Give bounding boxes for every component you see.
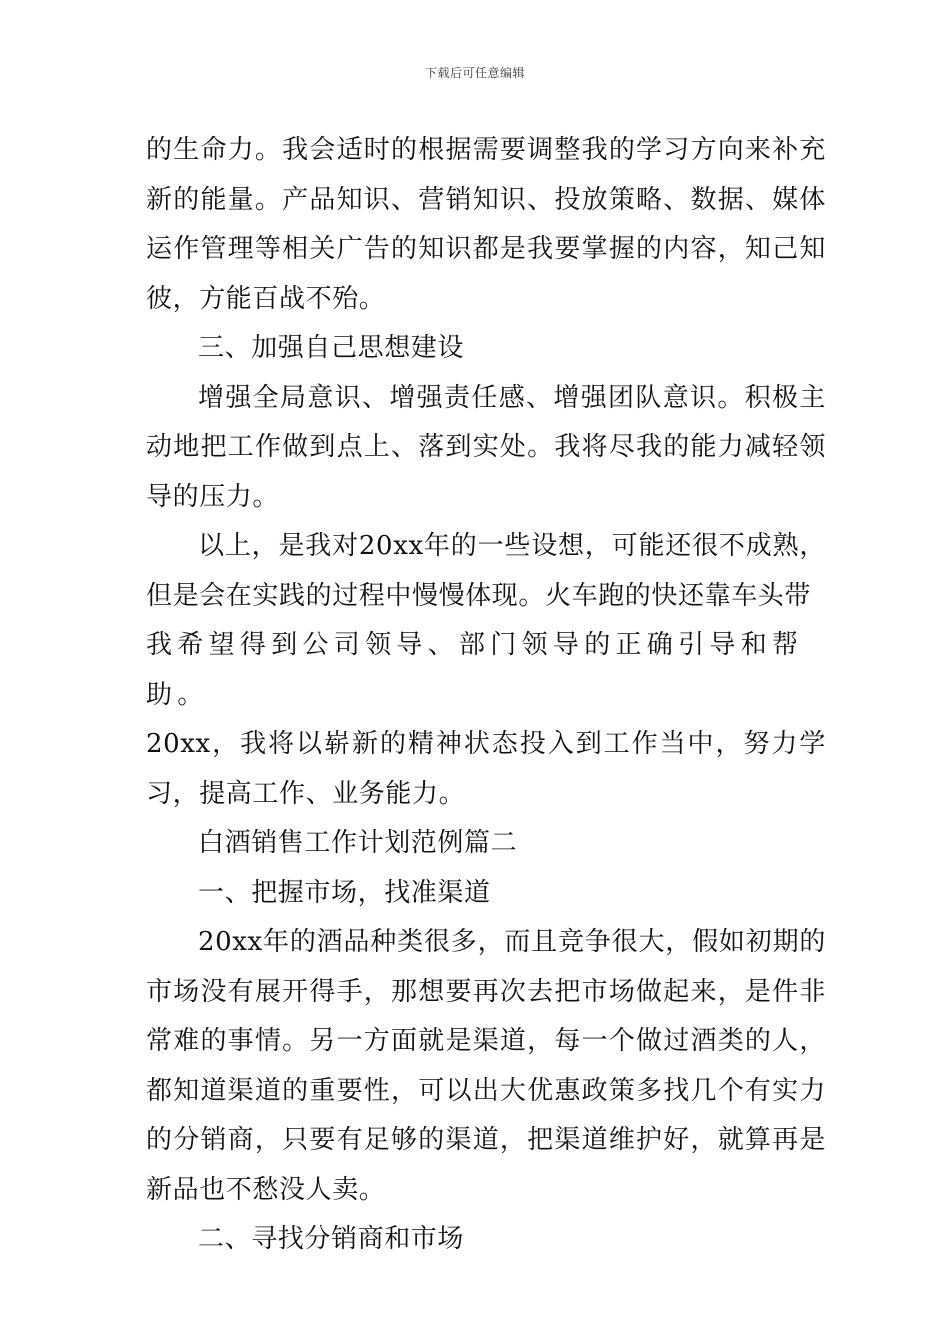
paragraph-closing: 20xx，我将以崭新的精神状态投入到工作当中，努力学习，提高工作、业务能力。	[146, 729, 826, 809]
paragraph-continued: 的生命力。我会适时的根据需要调整我的学习方向来补充新的能量。产品知识、营销知识、投放策略、数据、媒体运作管理等相关广告的知识都是我要掌握的内容，知己知彼，方能百战不殆。	[146, 135, 826, 314]
article-title-2: 白酒销售工作计划范例篇二	[198, 828, 518, 858]
paragraph-summary: 以上，是我对20xx年的一些设想，可能还很不成熟，但是会在实践的过程中慢慢体现。火车跑的快还靠车头带	[146, 531, 826, 611]
page-header-note: 下载后可任意编辑	[424, 66, 525, 80]
section-heading-3: 三、加强自己思想建设	[198, 333, 465, 363]
section-heading-1: 一、把握市场，找准渠道	[198, 877, 491, 908]
paragraph-market: 20xx年的酒品种类很多，而且竞争很大，假如初期的市场没有展开得手，那想要再次去把市场做起来，是件非常难的事情。另一方面就是渠道，每一个做过酒类的人，都知道渠道的重要性，可以出大优惠政策多找几个有实力的分销商，只要有足够的渠道，把渠道维护好，就算再是新品也不愁没人卖。	[146, 927, 826, 1205]
paragraph-hope: 我希望得到公司领导、部门领导的正确引导和帮助。	[146, 630, 804, 710]
paragraph-ideology: 增强全局意识、增强责任感、增强团队意识。积极主动地把工作做到点上、落到实处。我将尽我的能力减轻领导的压力。	[146, 382, 826, 512]
section-heading-2: 二、寻找分销商和市场	[198, 1224, 465, 1254]
document-body	[146, 126, 826, 1265]
